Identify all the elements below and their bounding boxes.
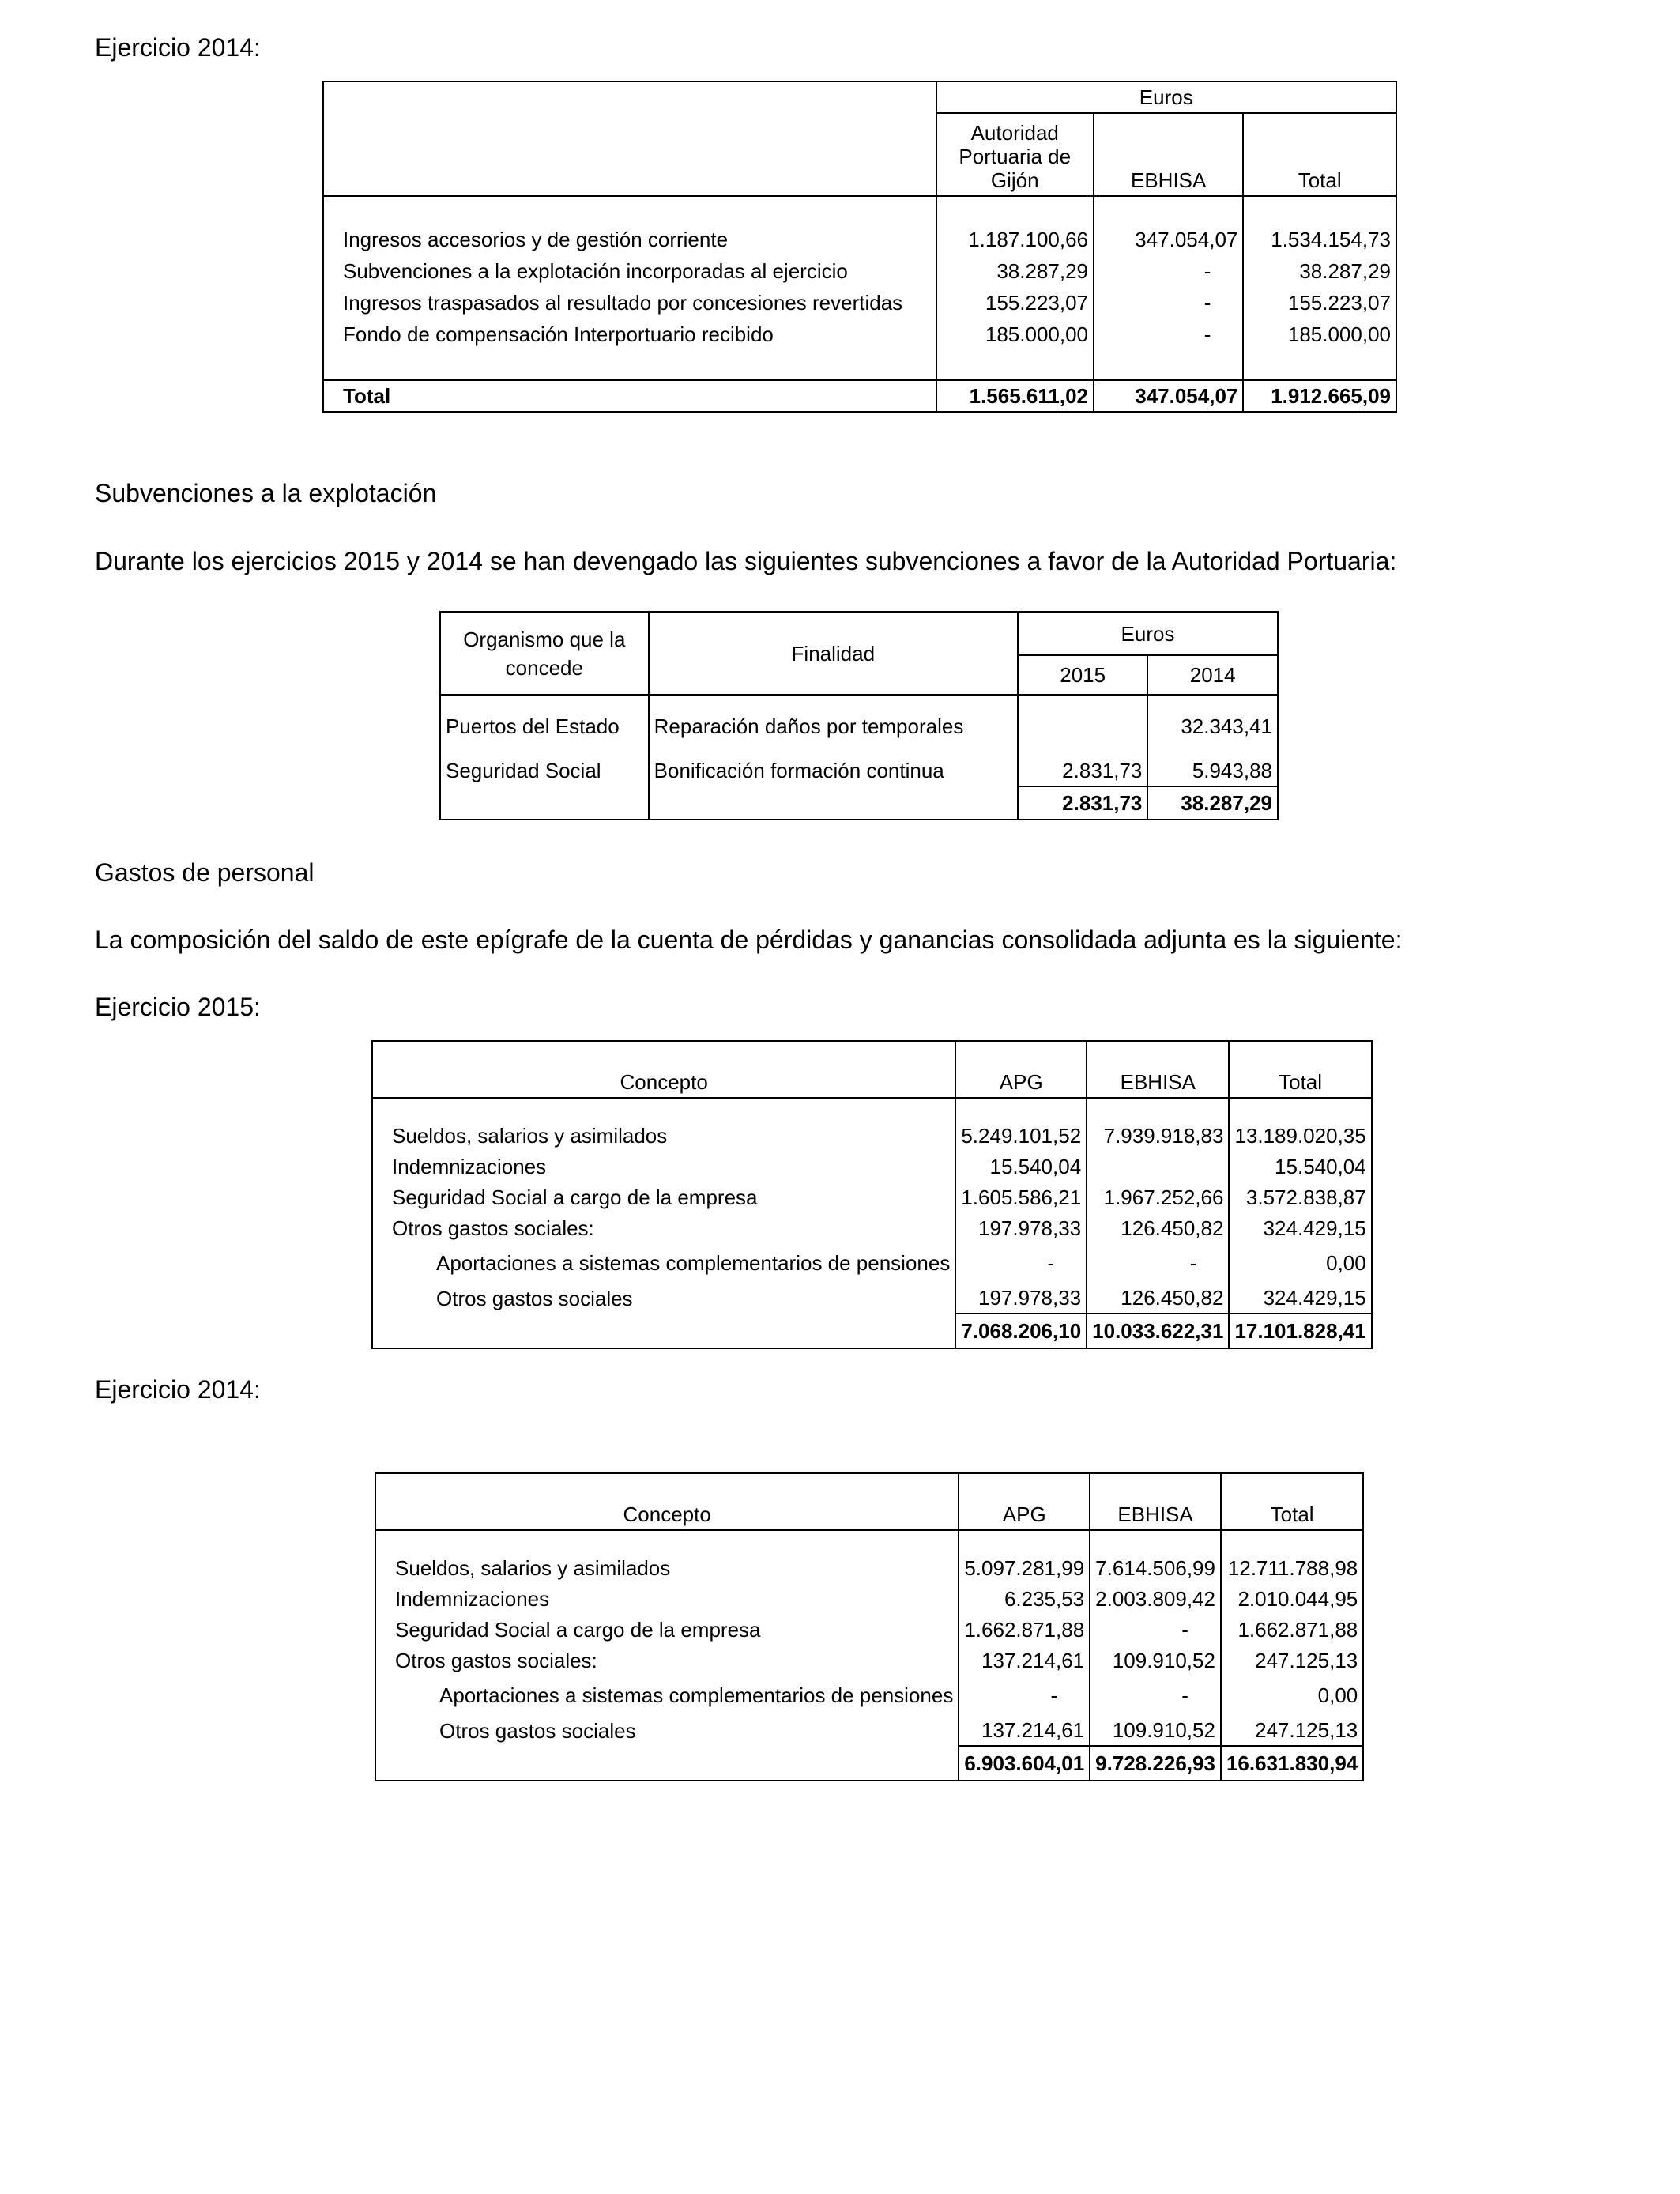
section-title-ejercicio-2015: Ejercicio 2015: bbox=[95, 993, 261, 1021]
col-header-autoridad: Autoridad Portuaria de Gijón bbox=[936, 113, 1094, 196]
total-row: 2.831,73 38.287,29 bbox=[440, 786, 1278, 820]
table-row: Aportaciones a sistemas complementarios de pensiones - - 0,00 bbox=[375, 1676, 1363, 1715]
table-row: Aportaciones a sistemas complementarios de pensiones - - 0,00 bbox=[372, 1243, 1372, 1283]
otros-ingresos-table bbox=[322, 81, 1397, 413]
total-row: 6.903.604,01 9.728.226,93 16.631.830,94 bbox=[375, 1746, 1363, 1781]
col-header-total: Total bbox=[1229, 1041, 1371, 1098]
section-title-gastos-personal: Gastos de personal bbox=[95, 858, 315, 887]
table-row: Indemnizaciones 15.540,04 15.540,04 bbox=[372, 1151, 1372, 1182]
table-row: Ingresos traspasados al resultado por concesiones revertidas 155.223,07 - 155.223,07 bbox=[323, 287, 1396, 319]
table-row: Indemnizaciones 6.235,53 2.003.809,42 2.010.044,95 bbox=[375, 1583, 1363, 1614]
table-row: Otros gastos sociales: 137.214,61 109.910,52 247.125,13 bbox=[375, 1645, 1363, 1676]
table-row: Seguridad Social Bonificación formación continua 2.831,73 5.943,88 bbox=[440, 755, 1278, 786]
col-header-2015: 2015 bbox=[1018, 655, 1147, 695]
gastos-personal-2015-table bbox=[371, 1040, 1373, 1349]
table-row: Sueldos, salarios y asimilados 5.249.101,52 7.939.918,83 13.189.020,35 bbox=[372, 1120, 1372, 1151]
table-row: Fondo de compensación Interportuario recibido 185.000,00 - 185.000,00 bbox=[323, 319, 1396, 350]
euros-header: Euros bbox=[1018, 612, 1278, 655]
euros-header: Euros bbox=[936, 81, 1397, 113]
col-header-finalidad: Finalidad bbox=[649, 612, 1018, 695]
section-title-ejercicio-2014: Ejercicio 2014: bbox=[95, 33, 261, 62]
col-header-apg: APG bbox=[955, 1041, 1087, 1098]
table-row: Otros gastos sociales 137.214,61 109.910,52 247.125,13 bbox=[375, 1715, 1363, 1746]
col-header-ebhisa: EBHISA bbox=[1094, 113, 1243, 196]
col-header-2014: 2014 bbox=[1147, 655, 1278, 695]
col-header-organismo: Organismo que la concede bbox=[440, 612, 649, 695]
subvenciones-table bbox=[439, 611, 1279, 820]
table-row: Seguridad Social a cargo de la empresa 1.605.586,21 1.967.252,66 3.572.838,87 bbox=[372, 1182, 1372, 1212]
col-header-apg: APG bbox=[959, 1473, 1090, 1530]
table-row: Otros gastos sociales 197.978,33 126.450,82 324.429,15 bbox=[372, 1283, 1372, 1314]
table-row: Otros gastos sociales: 197.978,33 126.450,82 324.429,15 bbox=[372, 1212, 1372, 1243]
gastos-intro: La composición del saldo de este epígrafe de la cuenta de pérdidas y ganancias consolidada adjunta es la siguiente: bbox=[95, 925, 1403, 954]
table-row: Puertos del Estado Reparación daños por temporales 32.343,41 bbox=[440, 711, 1278, 742]
gastos-personal-2014-table bbox=[375, 1472, 1364, 1781]
total-row: 7.068.206,10 10.033.622,31 17.101.828,41 bbox=[372, 1314, 1372, 1348]
subvenciones-intro: Durante los ejercicios 2015 y 2014 se han devengado las siguientes subvenciones a favor de la Autoridad Portuaria: bbox=[95, 547, 1397, 575]
table-row: Sueldos, salarios y asimilados 5.097.281,99 7.614.506,99 12.711.788,98 bbox=[375, 1552, 1363, 1583]
col-header-concepto: Concepto bbox=[372, 1041, 955, 1098]
col-header-total: Total bbox=[1243, 113, 1396, 196]
table-row: Subvenciones a la explotación incorporadas al ejercicio 38.287,29 - 38.287,29 bbox=[323, 255, 1396, 287]
col-header-ebhisa: EBHISA bbox=[1087, 1041, 1229, 1098]
col-header-concepto: Concepto bbox=[375, 1473, 959, 1530]
total-row: Total 1.565.611,02 347.054,07 1.912.665,09 bbox=[323, 380, 1396, 412]
table-row: Seguridad Social a cargo de la empresa 1.662.871,88 - 1.662.871,88 bbox=[375, 1614, 1363, 1645]
col-header-total: Total bbox=[1221, 1473, 1363, 1530]
col-header-ebhisa: EBHISA bbox=[1090, 1473, 1221, 1530]
section-title-ejercicio-2014-gastos: Ejercicio 2014: bbox=[95, 1375, 261, 1404]
section-title-subvenciones: Subvenciones a la explotación bbox=[95, 479, 437, 507]
table-row: Ingresos accesorios y de gestión corriente 1.187.100,66 347.054,07 1.534.154,73 bbox=[323, 224, 1396, 255]
